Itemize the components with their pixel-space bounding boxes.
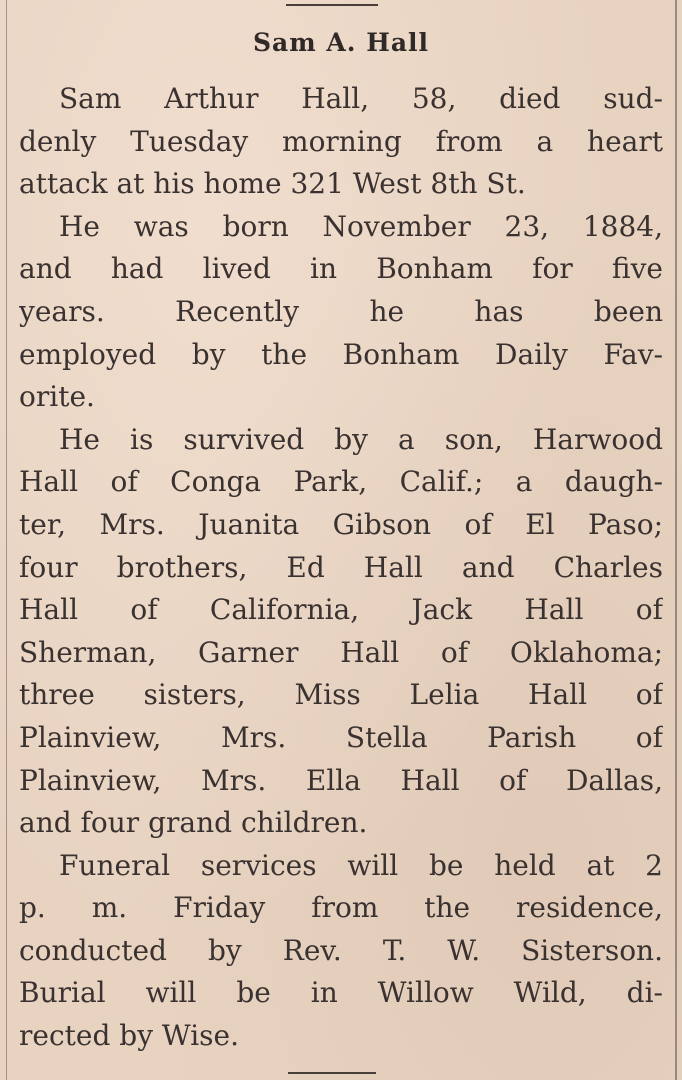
text-line: years. Recently he has been [19, 294, 663, 328]
text-line: p. m. Friday from the residence, [19, 891, 663, 925]
text-line: Hall of California, Jack Hall of [19, 593, 663, 627]
text-line: Burial will be in Willow Wild, di- [19, 976, 663, 1010]
text-line: Sam Arthur Hall, 58, died sud- [59, 82, 663, 115]
text-line: conducted by Rev. T. W. Sisterson. [19, 933, 663, 967]
text-line: Sherman, Garner Hall of Oklahoma; [19, 635, 663, 669]
text-line: Plainview, Mrs. Ella Hall of Dallas, [19, 763, 663, 797]
text-line: employed by the Bonham Daily Fav- [19, 337, 663, 371]
obituary-body [19, 78, 663, 1058]
text-line: and four grand children. [19, 806, 368, 840]
text-line: three sisters, Miss Lelia Hall of [19, 678, 663, 712]
text-line: Hall of Conga Park, Calif.; a daugh- [19, 465, 663, 499]
obituary-headline: Sam A. Hall [252, 28, 430, 57]
text-line: attack at his home 321 West 8th St. [19, 167, 526, 201]
text-line: Plainview, Mrs. Stella Parish of [19, 720, 663, 754]
text-line: orite. [19, 380, 95, 414]
text-line: and had lived in Bonham for five [19, 252, 663, 286]
text-line: ter, Mrs. Juanita Gibson of El Paso; [19, 507, 663, 541]
bottom-divider-rule [288, 1072, 376, 1074]
text-line: four brothers, Ed Hall and Charles [19, 550, 663, 584]
text-line: rected by Wise. [19, 1019, 240, 1053]
text-line: He is survived by a son, Harwood [59, 422, 663, 456]
text-line: He was born November 23, 1884, [59, 209, 663, 243]
text-line: Funeral services will be held at 2 [59, 848, 663, 882]
column-rule-right [675, 0, 677, 1080]
top-divider-rule [286, 4, 378, 6]
text-line: denly Tuesday morning from a heart [19, 124, 663, 158]
column-rule-left [6, 0, 7, 1080]
